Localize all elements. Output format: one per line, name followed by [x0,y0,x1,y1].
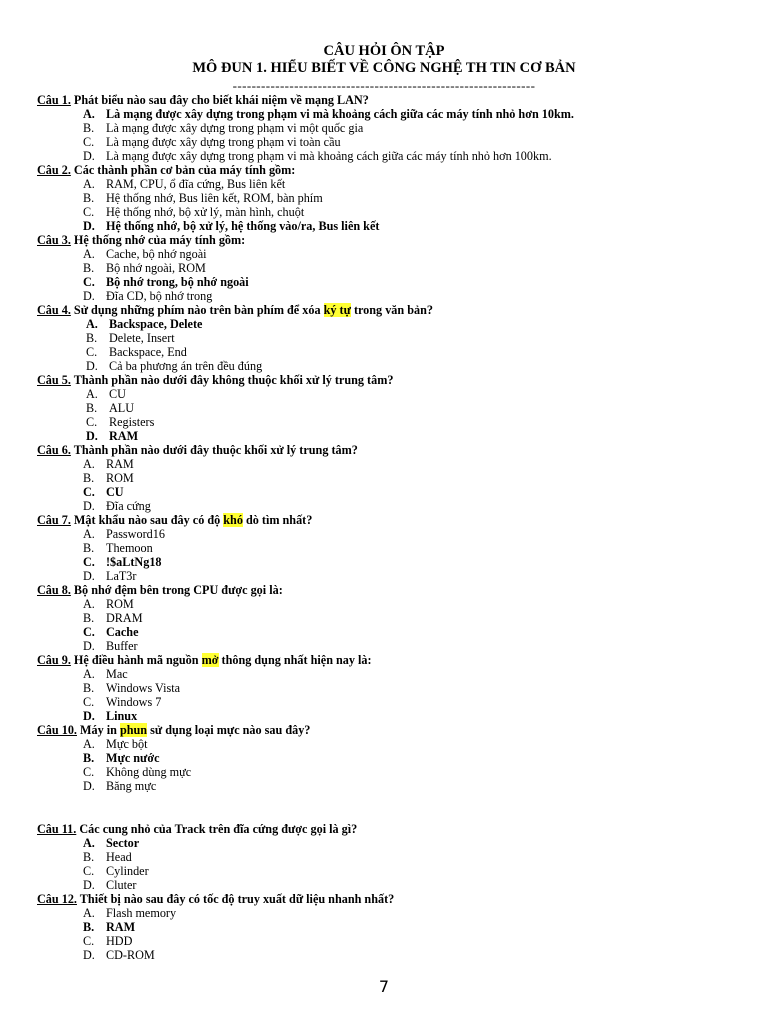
option-letter: A. [83,737,95,751]
answer-option [86,401,134,415]
option-letter: B. [83,121,95,135]
answer-option [83,569,136,583]
option-letter: A. [83,457,95,471]
highlighted-text: mở [201,653,219,667]
option-letter: D. [83,289,95,303]
answer-option [83,205,304,219]
question-text: Thiết bị nào sau đây có tốc độ truy xuất dữ liệu nhanh nhất? [76,892,395,906]
question-7 [37,513,312,527]
option-letter: C. [83,205,95,219]
option-letter: B. [83,611,95,625]
question-text: Các thành phần cơ bản của máy tính gồm: [70,163,296,177]
answer-option [83,177,285,191]
answer-option [83,485,124,499]
question-text: Mật khẩu nào sau đây có độ [70,513,224,527]
option-text: Đĩa cứng [106,499,151,513]
answer-option [86,317,202,331]
option-text: Delete, Insert [109,331,175,345]
answer-option [83,751,160,765]
highlighted-text: ký tự [323,303,351,317]
option-letter: A. [83,836,95,850]
question-6 [37,443,358,457]
question-label: Câu 1. [37,93,71,107]
answer-option [83,555,162,569]
answer-option [83,527,165,541]
option-text: Flash memory [106,906,177,920]
option-text: Sector [106,836,140,850]
question-5 [37,373,393,387]
answer-option [86,429,138,443]
answer-option [83,906,176,920]
option-text: RAM [109,429,139,443]
question-label: Câu 3. [37,233,71,247]
option-text: Windows Vista [106,681,181,695]
option-text: Là mạng được xây dựng trong phạm vi mà khoảng cách giữa các máy tính nhỏ hơn 100km. [106,149,552,163]
question-8 [37,583,283,597]
question-12 [37,892,394,906]
question-3 [37,233,245,247]
option-letter: A. [83,107,95,121]
question-text: sử dụng loại mực nào sau đây? [147,723,311,737]
question-text: Các cung nhỏ của Track trên đĩa cứng được gọi là gì? [76,822,358,836]
option-text: CU [109,387,126,401]
option-letter: C. [86,415,98,429]
answer-option [83,934,132,948]
question-11 [37,822,357,836]
option-letter: A. [86,317,98,331]
option-text: Cluter [106,878,137,892]
answer-option [83,681,180,695]
page-number: 7 [378,977,390,996]
question-text: thông dụng nhất hiện nay là: [218,653,372,667]
answer-option [86,387,126,401]
question-text: Hệ điều hành mã nguồn [70,653,202,667]
answer-option [83,597,134,611]
option-text: Băng mực [106,779,157,793]
option-text: Cylinder [106,864,149,878]
answer-option [83,541,153,555]
option-text: Là mạng được xây dựng trong phạm vi một quốc gia [106,121,364,135]
answer-option [83,471,134,485]
option-text: HDD [106,934,133,948]
option-letter: D. [86,429,98,443]
doc-title: CÂU HỎI ÔN TẬP [323,43,445,59]
answer-option [83,920,135,934]
option-letter: C. [86,345,98,359]
option-text: RAM [106,457,134,471]
option-letter: D. [83,149,95,163]
question-2 [37,163,295,177]
option-text: Head [106,850,132,864]
question-label: Câu 9. [37,653,71,667]
answer-option [83,289,212,303]
option-text: Hệ thống nhớ, bộ xử lý, hệ thống vào/ra, Bus liên kết [106,219,380,233]
option-text: Mực nước [106,751,160,765]
option-text: ROM [106,471,134,485]
option-text: CD-ROM [106,948,155,962]
answer-option [83,611,143,625]
option-letter: B. [83,471,95,485]
option-letter: D. [83,709,95,723]
answer-option [83,191,323,205]
answer-option [83,878,136,892]
option-letter: B. [83,261,95,275]
option-letter: C. [83,765,95,779]
option-letter: B. [83,850,95,864]
question-label: Câu 2. [37,163,71,177]
question-1 [37,93,369,107]
option-letter: B. [86,331,98,345]
option-text: Cache, bộ nhớ ngoài [106,247,207,261]
option-text: ROM [106,597,134,611]
option-text: Cả ba phương án trên đều đúng [109,359,263,373]
option-letter: A. [83,247,95,261]
option-letter: D. [83,569,95,583]
option-letter: D. [83,948,95,962]
option-letter: B. [83,920,95,934]
question-label: Câu 4. [37,303,71,317]
option-letter: A. [83,667,95,681]
option-letter: C. [83,485,95,499]
answer-option [83,625,139,639]
option-letter: D. [83,779,95,793]
option-letter: A. [83,527,95,541]
option-letter: C. [83,275,95,289]
option-letter: D. [83,499,95,513]
answer-option [83,695,161,709]
option-letter: D. [83,219,95,233]
answer-option [83,121,363,135]
option-letter: B. [83,751,95,765]
answer-option [83,836,139,850]
option-text: Registers [109,415,155,429]
option-letter: B. [83,541,95,555]
answer-option [86,345,187,359]
question-label: Câu 12. [37,892,77,906]
question-label: Câu 6. [37,443,71,457]
option-letter: D. [83,639,95,653]
option-letter: B. [86,401,98,415]
option-letter: C. [83,135,95,149]
option-text: Backspace, End [109,345,187,359]
option-text: Không dùng mực [106,765,192,779]
answer-option [83,864,149,878]
option-letter: D. [83,878,95,892]
option-text: Hệ thống nhớ, bộ xử lý, màn hình, chuột [106,205,305,219]
answer-option [83,639,138,653]
question-text: Máy in [76,723,120,737]
option-text: Đĩa CD, bộ nhớ trong [106,289,213,303]
option-text: DRAM [106,611,143,625]
answer-option [83,709,137,723]
answer-option [83,499,151,513]
answer-option [83,149,552,163]
option-text: Cache [106,625,139,639]
answer-option [83,850,132,864]
option-text: CU [106,485,124,499]
answer-option [86,331,175,345]
option-text: ALU [109,401,135,415]
question-text: dò tìm nhất? [242,513,313,527]
option-text: Backspace, Delete [109,317,203,331]
option-letter: A. [83,906,95,920]
option-text: Bộ nhớ trong, bộ nhớ ngoài [106,275,249,289]
answer-option [83,457,134,471]
question-text: Sử dụng những phím nào trên bàn phím để xóa [70,303,324,317]
answer-option [83,765,191,779]
highlighted-text: phun [119,723,148,737]
question-label: Câu 5. [37,373,71,387]
answer-option [83,219,379,233]
option-text: RAM [106,920,136,934]
answer-option [83,247,207,261]
option-letter: A. [83,177,95,191]
answer-option [83,107,574,121]
option-text: Là mạng được xây dựng trong phạm vi toàn cầu [106,135,341,149]
answer-option [83,275,249,289]
option-text: Là mạng được xây dựng trong phạm vi mà khoảng cách giữa các máy tính nhỏ hơn 10km. [106,107,574,121]
option-text: Password16 [106,527,165,541]
option-text: LaT3r [106,569,137,583]
option-text: Bộ nhớ ngoài, ROM [106,261,206,275]
question-label: Câu 10. [37,723,77,737]
option-text: RAM, CPU, ổ đĩa cứng, Bus liên kết [106,177,286,191]
question-label: Câu 8. [37,583,71,597]
option-text: Hệ thống nhớ, Bus liên kết, ROM, bàn phím [106,191,323,205]
answer-option [86,359,262,373]
question-text: Hệ thống nhớ của máy tính gồm: [70,233,246,247]
doc-subtitle: MÔ ĐUN 1. HIỂU BIẾT VỀ CÔNG NGHỆ TH TIN CƠ BẢN [192,60,576,76]
option-letter: D. [86,359,98,373]
option-letter: B. [83,681,95,695]
question-text: trong văn bản? [350,303,433,317]
answer-option [83,261,206,275]
answer-option [86,415,154,429]
option-letter: C. [83,695,95,709]
question-10 [37,723,310,737]
question-text: Thành phần nào dưới đây không thuộc khối xử lý trung tâm? [70,373,394,387]
option-letter: C. [83,864,95,878]
option-text: Mac [106,667,128,681]
option-text: Windows 7 [106,695,162,709]
option-text: Buffer [106,639,138,653]
option-text: !$aLtNg18 [106,555,162,569]
option-letter: A. [83,597,95,611]
question-text: Thành phần nào dưới đây thuộc khối xử lý trung tâm? [70,443,358,457]
question-4 [37,303,433,317]
option-text: Mực bột [106,737,148,751]
answer-option [83,948,155,962]
option-letter: C. [83,625,95,639]
option-letter: C. [83,934,95,948]
answer-option [83,667,128,681]
option-text: Linux [106,709,138,723]
option-letter: B. [83,191,95,205]
highlighted-text: khó [223,513,243,527]
option-letter: C. [83,555,95,569]
question-text: Phát biểu nào sau đây cho biết khái niệm về mạng LAN? [70,93,369,107]
answer-option [83,135,341,149]
question-label: Câu 11. [37,822,77,836]
question-9 [37,653,372,667]
question-text: Bộ nhớ đệm bên trong CPU được gọi là: [70,583,283,597]
question-label: Câu 7. [37,513,71,527]
option-text: Themoon [106,541,153,555]
answer-option [83,737,147,751]
answer-option [83,779,156,793]
option-letter: A. [86,387,98,401]
title-divider: ---------------------------------------------------------------- [232,78,536,93]
